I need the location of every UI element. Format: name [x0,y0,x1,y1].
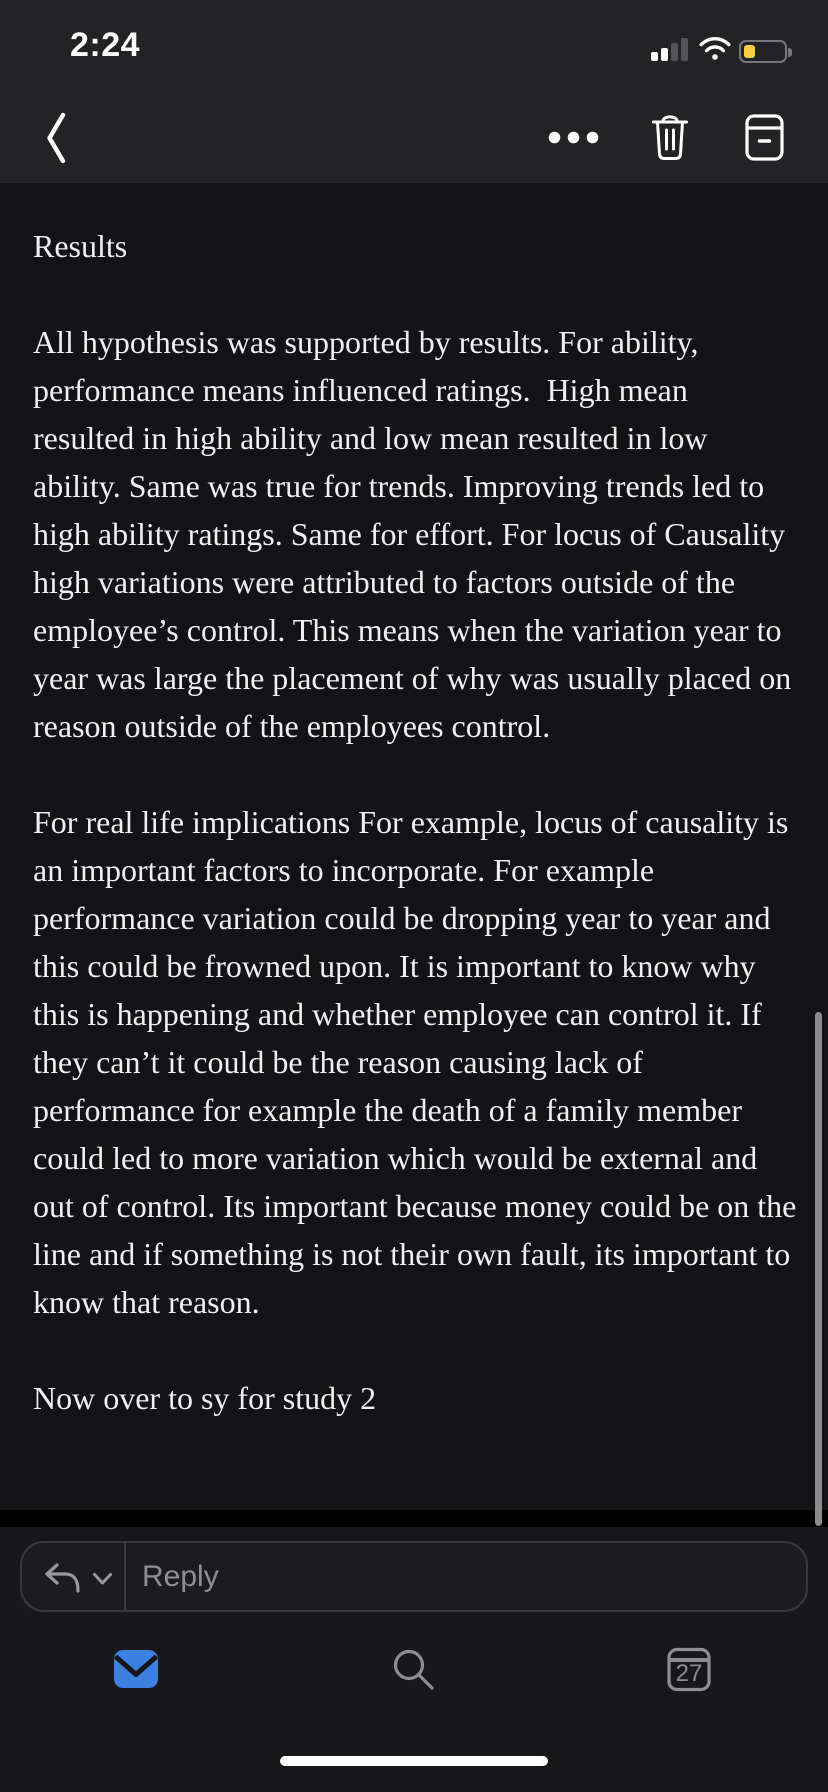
email-text-line: ability. Same was true for trends. Improving trends led to [33,468,765,504]
tab-calendar[interactable] [667,1647,711,1695]
email-text-line: they can’t it could be the reason causing lack of [33,1044,643,1080]
email-paragraph [33,798,828,1326]
email-text-line: reason outside of the employees control. [33,708,551,744]
email-text-line: an important factors to incorporate. For example [33,852,655,888]
header [0,0,828,183]
wifi-icon [698,36,732,61]
battery-cap [788,48,792,57]
search-icon [390,1646,437,1693]
reply-arrow-icon [44,1562,81,1594]
email-text-line: performance for example the death of a family member [33,1092,742,1128]
tab-mail[interactable] [114,1650,158,1691]
email-text-line: All hypothesis was supported by results. For ability, [33,324,699,360]
email-text-line: resulted in high ability and low mean resulted in low [33,420,708,456]
ellipsis-icon [548,131,599,144]
battery-icon [739,40,787,63]
email-paragraph [33,318,828,750]
email-text-line: For real life implications For example, locus of causality is [33,804,789,840]
reply-bar [20,1541,808,1612]
email-text-line: Now over to sy for study 2 [33,1380,377,1416]
archive-button[interactable] [740,111,788,167]
email-paragraphs [33,318,828,1422]
trash-icon [650,113,690,162]
home-indicator[interactable] [280,1756,548,1766]
email-text-line: performance variation could be dropping year to year and [33,900,771,936]
email-text-line: know that reason. [33,1284,260,1320]
delete-button[interactable] [645,110,695,168]
calendar-day-label: 27 [675,1660,703,1687]
reply-input[interactable] [142,1543,782,1610]
email-text-line: employee’s control. This means when the variation year to [33,612,782,648]
email-text-line: this could be frowned upon. It is important to know why [33,948,756,984]
back-button[interactable] [36,106,76,172]
more-button[interactable] [542,118,604,160]
chevron-back-icon [46,112,66,164]
email-text-line: year was large the placement of why was usually placed on [33,660,792,696]
email-paragraph [33,1374,828,1422]
reply-bar-divider [124,1543,126,1610]
tab-search[interactable] [390,1646,437,1696]
battery-fill [744,45,755,58]
cellular-signal-icon [651,38,689,61]
email-body[interactable] [0,183,828,1510]
archive-icon [745,114,784,161]
status-time: 2:24 [70,26,141,64]
chevron-down-icon [92,1572,113,1586]
email-text-line: this is happening and whether employee can control it. If [33,996,762,1032]
email-text-line: could led to more variation which would be external and [33,1140,758,1176]
email-heading: Results [33,228,128,264]
envelope-icon [114,1650,158,1688]
email-text-line: high variations were attributed to factors outside of the [33,564,736,600]
email-text-line: line and if something is not their own fault, its important to [33,1236,791,1272]
email-text-line: high ability ratings. Same for effort. For locus of Causality [33,516,786,552]
email-text-line: performance means influenced ratings. High mean [33,372,688,408]
scrollbar-thumb[interactable] [815,1012,822,1526]
calendar-icon [667,1647,711,1692]
email-text-line: out of control. Its important because money could be on the [33,1188,797,1224]
footer [0,1527,828,1792]
